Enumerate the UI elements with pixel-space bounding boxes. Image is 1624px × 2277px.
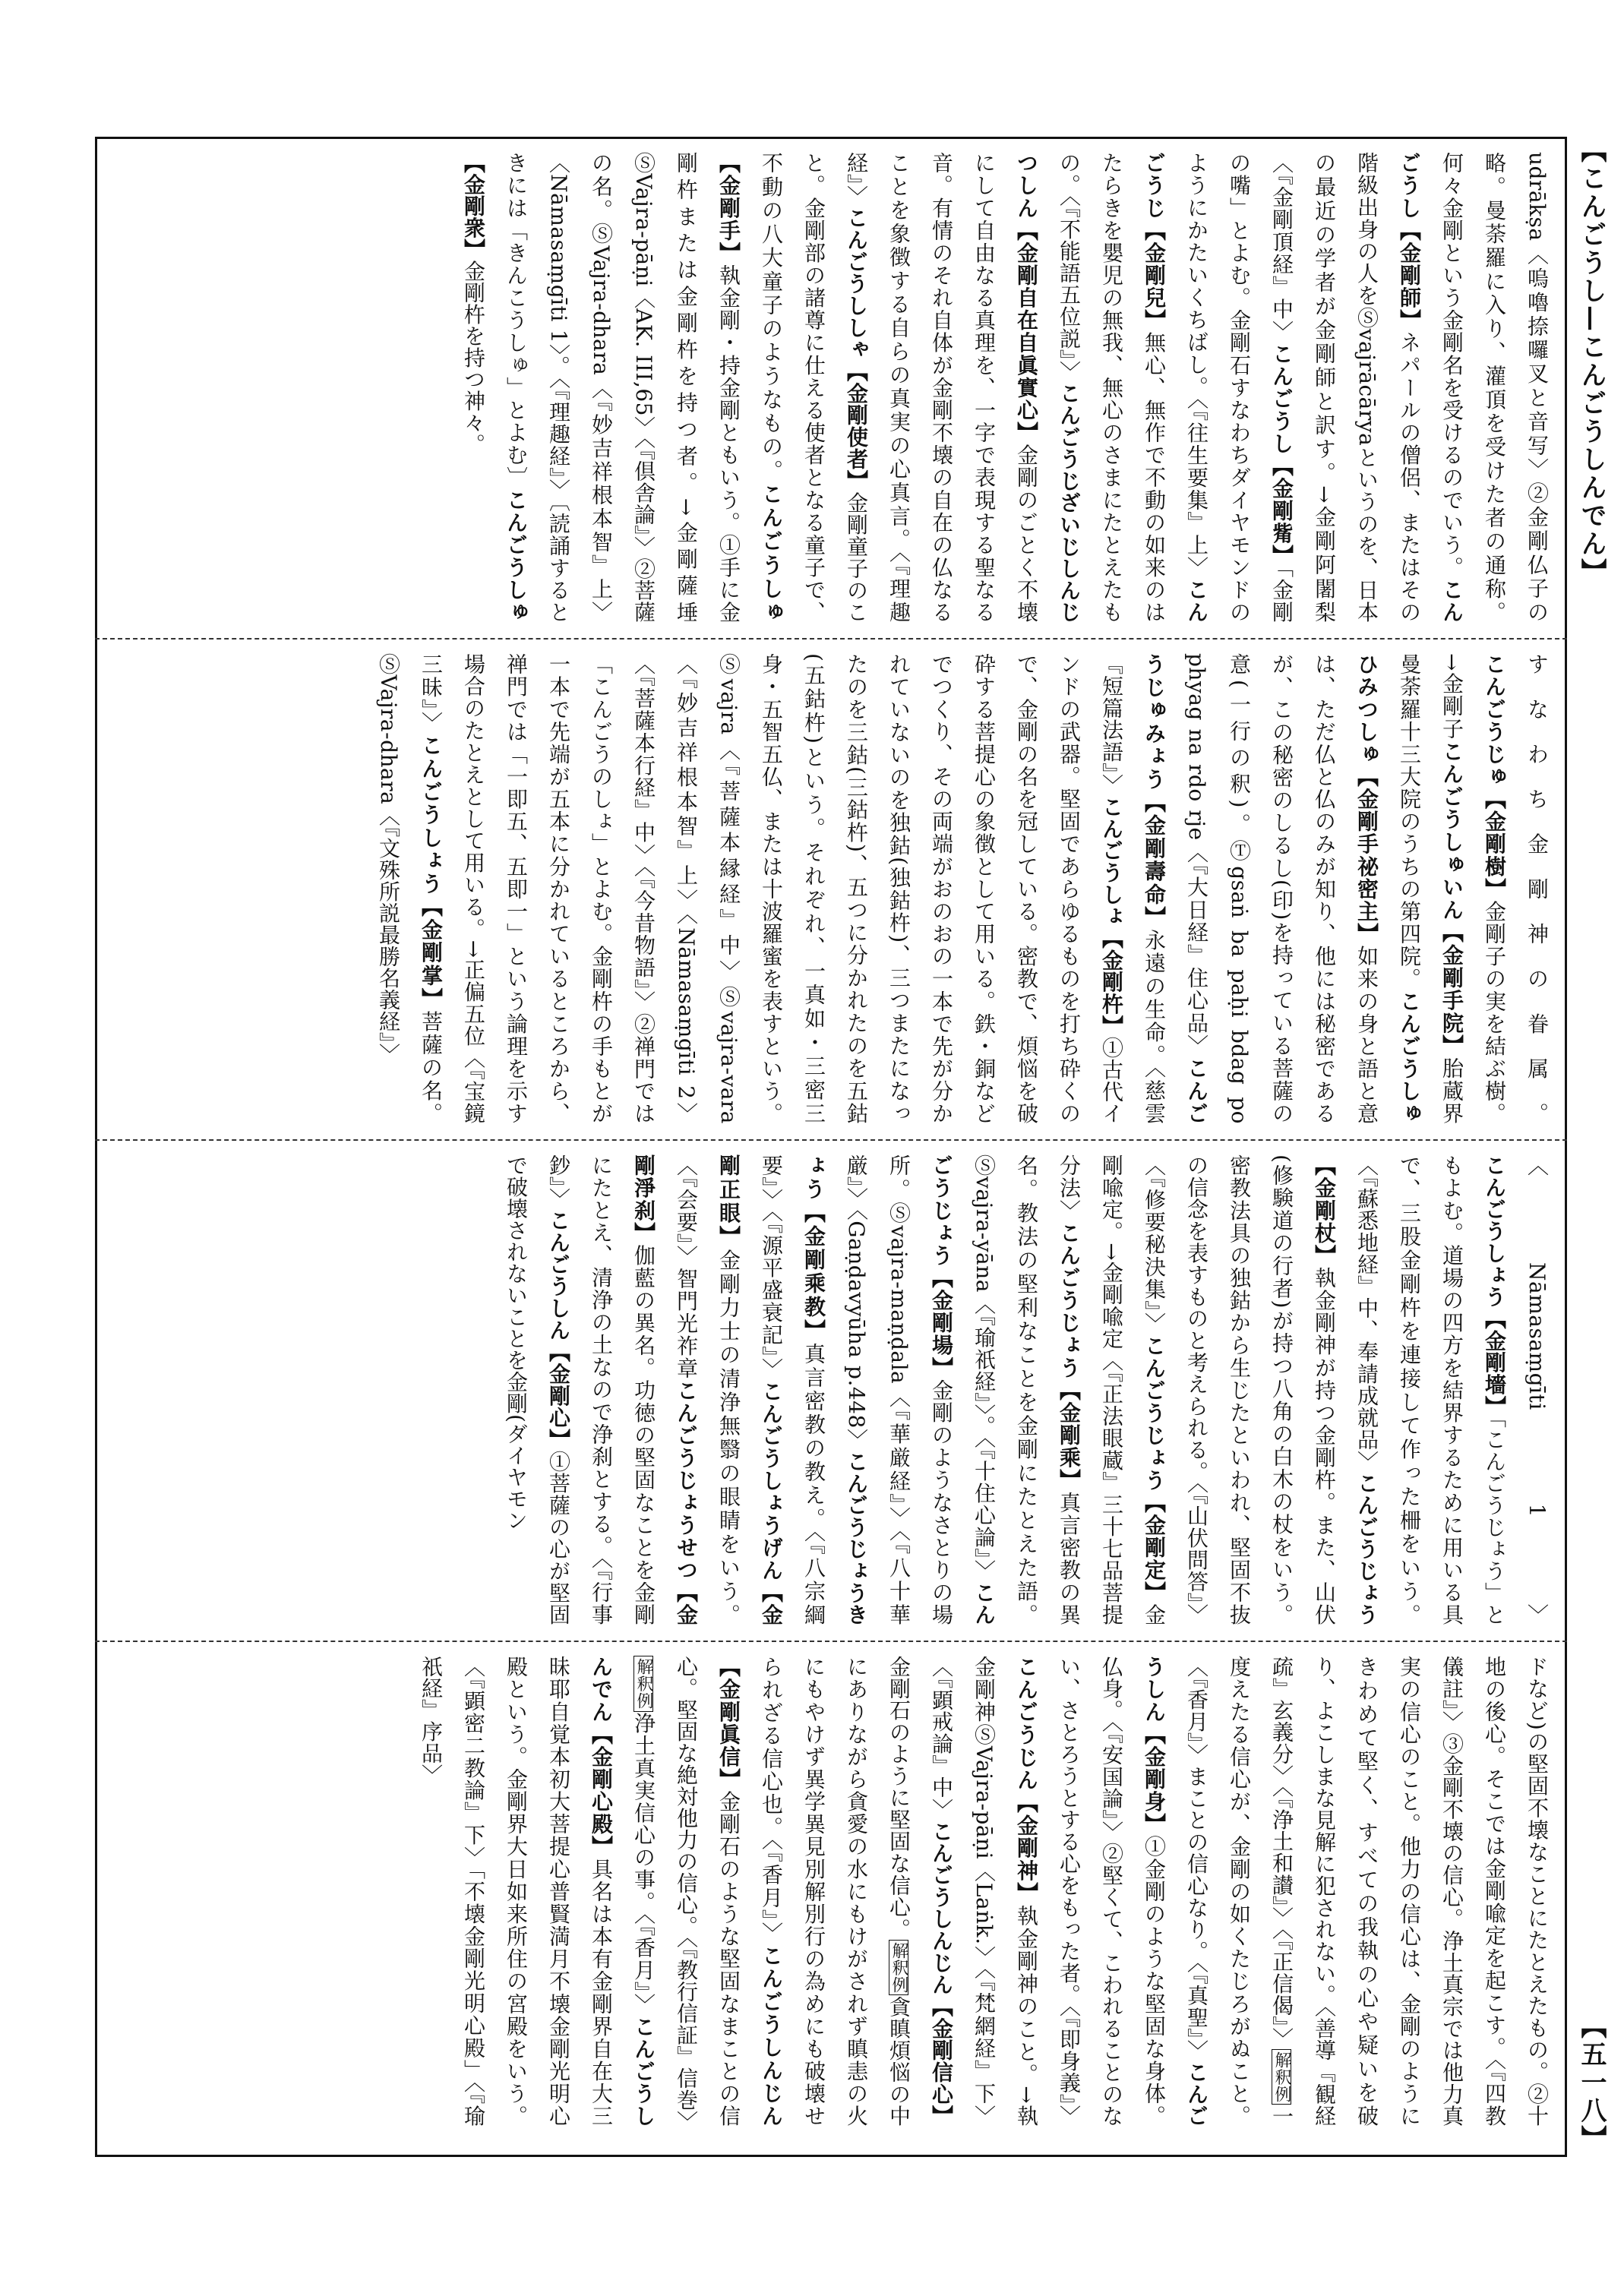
band-text <box>409 1656 1558 2133</box>
band-divider <box>95 1139 1567 1141</box>
entry-body: 執金剛・持金剛ともいう。①手に金剛杵または金剛杵を持つ者。→金剛薩埵 ⓈVajra-pāṇi〈AK. III,65〉〈『倶舎論』〉②菩薩の名。ⓈVajra-dhara〈『妙吉祥根本智』上〉〈Nāmasaṃgīti 1〉。〈『理趣経』〉〔読誦するときには「きんこうしゅ」とよむ〕 <box>504 152 741 624</box>
dictionary-entry <box>631 1656 656 2016</box>
entry-headword: こんごうじゅみょう【金剛壽命】 <box>1142 653 1209 1124</box>
entry-headword: こんごうじょうきょう【金剛乘教】 <box>801 1154 869 1626</box>
dictionary-entry <box>844 152 1082 623</box>
entry-body: udrākṣa〈嗚嚕捺囉叉と音写〉②金剛仏子の略。曼荼羅に入り、灌頂を受けた者の通称。何々金剛という金剛名を受けるのでいう。 <box>1439 152 1550 623</box>
entry-body: 金剛杵を持つ神々。 <box>461 260 486 455</box>
entry-headword: こんごうしんじん【金剛眞信】 <box>716 1656 784 2127</box>
dictionary-entry <box>419 653 1124 1124</box>
band-text <box>452 152 1558 623</box>
entry-body: 菩薩の名。ⓈVajra-dhara〈『文殊所説最勝名義経』〉 <box>376 653 444 1125</box>
interpretation-label: 解釈例 <box>1272 2049 1291 2105</box>
band-text <box>367 653 1558 1124</box>
entry-headword: こんごうし【金剛師】 <box>1397 152 1464 624</box>
running-header: 【こんごうし—こんごうしんでん】 <box>1576 137 1607 586</box>
interpretation-label: 解釈例 <box>889 1940 908 1996</box>
entry-headword: こんごうしん【金剛身】 <box>1142 1656 1209 2127</box>
dictionary-entry <box>1524 1154 1550 1625</box>
entry-body: 真言密教の異名。教法の堅利なことを金剛にたとえた語。Ⓢvajra-yāna〈『瑜祇経』〉。〈『十住心論』〉 <box>972 1154 1082 1626</box>
dictionary-entry <box>419 1656 656 2127</box>
dictionary-entry <box>1524 653 1550 1124</box>
text-band-1 <box>95 144 1567 630</box>
entry-body: 金剛石のような堅固なまことの信心。堅固な絶対他力の信心。〈『教行信証』信巻〉 <box>674 1656 741 2133</box>
dictionary-entry <box>1142 1154 1379 1625</box>
dictionary-entry <box>504 1154 571 1625</box>
entry-headword: こんごうじょうせつ【金剛淨刹】 <box>631 1154 699 1625</box>
dictionary-entry <box>972 1154 1082 1625</box>
entry-headword: こんごうじょう【金剛定】 <box>1142 1334 1167 1604</box>
entry-headword: こんごうし【金剛觜】 <box>1269 343 1294 567</box>
entry-headword: こんごうししゃ【金剛使者】 <box>844 207 869 492</box>
band-text <box>494 1154 1558 1625</box>
entry-body: ①菩薩の心が堅固で破壊されないことを金剛(ダイヤモン <box>504 1154 571 1626</box>
entry-headword: こんごうしょう【金剛墻】 <box>1482 1154 1507 1417</box>
text-band-4 <box>95 1648 1567 2149</box>
entry-body: 執金剛神が持つ金剛杵。また、山伏(修験道の行者)が持つ八角の白木の杖をいう。密教法具の独鈷から生じたといわれ、堅固不抜の信念を表すものと考えられる。〈『山伏問答』〉〈『修要秘決集』〉 <box>1142 1154 1337 1625</box>
entry-headword: こんごうしゅ【金剛衆】 <box>461 152 529 624</box>
entry-headword: こんごうしゅひみつしゅ【金剛手祕密主】 <box>1354 653 1422 1125</box>
entry-headword: こんごうじ【金剛兒】 <box>1142 152 1209 623</box>
entry-headword: こんごうじざいじしんじつしん【金剛自在自眞實心】 <box>1014 152 1082 624</box>
band-divider <box>95 638 1567 640</box>
entry-body: 「金剛の嘴」とよむ。金剛石すなわちダイヤモンドのようにかたいくちばし。〈『往生要集』上〉 <box>1184 152 1294 623</box>
entry-body: 伽藍の異名。功徳の堅固なことを金剛にたとえ、清浄の土なので浄刹とする。〈『行事鈔』〉 <box>546 1154 656 1626</box>
entry-headword: こんごうしょうげん【金剛正眼】 <box>716 1154 784 1626</box>
entry-body: ①古代インドの武器。堅固であらゆるものを打ち砕くので、金剛の名を冠している。密教で、煩悩を破砕する菩提心の象徴として用いる。鉄・銅などでつくり、その両端がおのおの一本で先が分かれていないのを独鈷(独鈷杵)、三つまたになったのを三鈷(三鈷杵)、五つに分かれたのを五鈷(五鈷杵)という。それぞれ、一真如・三密三身・五智五仏、または十波羅蜜を表すという。Ⓢvajra〈『菩薩本縁経』中〉Ⓢvajra-vara〈『妙吉祥根本智』上〉〈Nāmasaṃgīti 2〉〈『菩薩本行経』中〉〈『今昔物語』〉②禅門では「こんごうのしょ」とよむ。金剛杵の手もとが一本で先端が五本に分かれているところから、禅門では「一即五、五即一」という論理を示す場合のたとえとして用いる。→正偏五位〈『宝鏡三昧』〉 <box>419 653 1124 1125</box>
entry-body: 金剛喩定。→金剛喩定〈『正法眼蔵』三十七品菩提分法〉 <box>1057 1154 1167 1625</box>
entry-body: 真言密教の教え。〈『八宗綱要』〉〈『源平盛衰記』〉 <box>759 1154 826 1626</box>
entry-body: 〈Nāmasaṃgīti 1〉 <box>1524 1154 1550 1625</box>
text-band-2 <box>95 646 1567 1132</box>
entry-headword: こんごうじん【金剛神】 <box>1014 1656 1039 1905</box>
entry-headword: こんごうしん【金剛心】 <box>546 1209 571 1451</box>
entry-body: 無心、無作で不動の如来のはたらきを嬰児の無我、無心のさまにたとえたもの。〈『不能語五位説』〉 <box>1057 152 1167 624</box>
band-divider <box>95 1641 1567 1642</box>
entry-body: 金剛石のように堅固な信心。 <box>886 1656 912 1940</box>
dictionary-entry <box>1439 152 1550 623</box>
entry-headword: こんごうじょう【金剛場】 <box>929 1154 997 1626</box>
entry-body: 金剛のごとく不壊にして自由なる真理を、一字で表現する聖なる音。有情のそれ自体が金剛不壊の自在の仏なることを象徴する自らの真実の心真言。〈『理趣経』〉 <box>844 152 1039 624</box>
dictionary-entry <box>504 152 784 623</box>
entry-body: すなわち金剛神の眷属。 <box>1524 653 1550 1124</box>
entry-headword: こんごうしんでん【金剛心殿】 <box>589 1656 656 2127</box>
text-band-3 <box>95 1147 1567 1633</box>
dictionary-entry <box>1269 152 1464 623</box>
entry-body: ネパールの僧侶、またはその階級出身の人をⓈvajrācāryaというのを、日本の最近の学者が金剛師と訳す。→金剛阿闍梨〈『金剛頂経』中〉 <box>1269 152 1422 624</box>
interpretation-label: 解釈例 <box>633 1656 653 1712</box>
entry-headword: こんごうじょう【金剛杖】 <box>1312 1154 1379 1626</box>
dictionary-entry <box>1184 653 1422 1124</box>
entry-body: 如来の身と語と意は、ただ仏と仏のみが知り、他には秘密であるが、この秘密のしるし(印)を持っている菩薩の意(一行の釈)。Ⓣgsaṅ ba paḥi bdag po phyag na rdo rje〈『大日経』住心品〉 <box>1184 653 1379 1125</box>
entry-body: 金剛子の実を結ぶ樹。→金剛子 <box>1439 653 1507 1125</box>
entry-body: 金剛童子のこと。金剛部の諸尊に仕える使者となる童子で、不動の八大童子のようなもの。 <box>759 152 869 624</box>
entry-body: 金剛力士の清浄無翳の眼睛をいう。〈『会要』〉智門光祚章 <box>674 1154 741 1626</box>
entry-body: 浄土真実信心の事。〈『香月』〉 <box>631 1711 656 2016</box>
entry-headword: こんごうじゅ【金剛樹】 <box>1482 653 1507 901</box>
entry-headword: こんごうしょう【金剛掌】 <box>419 734 444 1011</box>
entry-body: 金剛のようなさとりの場所。Ⓢvajra-maṇḍala〈『華厳経』〉〈『八十華厳』〉〈Gaṇḍavyūha p.448〉 <box>844 1154 954 1626</box>
dictionary-entry <box>1269 1656 1550 2127</box>
entry-body: 一度えたる信心が、金剛の如くたじろがぬこと。〈『香月』〉まことの信心なり。〈『真聖』〉 <box>1184 1656 1294 2127</box>
entry-body: 具名は本有金剛界自在大三昧耶自覚本初大菩提心普賢満月不壊金剛光明心殿という。金剛界大日如来所住の宮殿をいう。〈『顕密二教論』下〉「不壊金剛光明心殿」〈『瑜祇経』序品〉 <box>419 1656 614 2127</box>
entry-body: 「こんごうじょう」ともよむ。道場の四方を結界するために用いる具で、三股金剛杵を連接して作った柵をいう。〈『蘇悉地経』中、奉請成就品〉 <box>1354 1154 1507 1626</box>
entry-body: 胎蔵界曼荼羅十三大院のうちの第四院。 <box>1397 653 1464 1125</box>
entry-body: ①金剛のような堅固な身体。仏身。〈『安国論』〉②堅くて、こわれることのない、さとろうとする心をもった者。〈『即身義』〉 <box>1057 1656 1167 2127</box>
entry-headword: こんごうしょ【金剛杵】 <box>1099 795 1124 1037</box>
entry-headword: こんごうしゅいん【金剛手院】 <box>1439 740 1464 1057</box>
entry-body: ドなど)の堅固不壊なことにたとえたもの。②十地の後心。そこでは金剛喩定を起こす。〈『四教儀註』〉③金剛不壊の信心。浄土真宗では他力真実の信心のこと。他力の信心は、金剛のようにきわめて堅く、すべての我執の心や疑いを破り、よこしまな見解に犯されない。〈善導『観経疏』玄義分〉〈『浄土和讃』〉〈『正信偈』〉 <box>1269 1656 1550 2127</box>
page-number: 【五一八】 <box>1576 2013 1607 2153</box>
entry-headword: こんごうしんじん【金剛信心】 <box>929 1820 954 2127</box>
entry-headword: こんごうじょう【金剛乘】 <box>1057 1221 1082 1492</box>
entry-headword: こんごうしゅ【金剛手】 <box>716 152 784 624</box>
entry-body: 貪瞋煩悩の中にありながら貪愛の水にもけがされず瞋恚の火にもやけず異学異見別解別行の為めにも破壊せられざる信心也。〈『香月』〉 <box>759 1656 912 2127</box>
entry-body: 永遠の生命。〈慈雲『短篇法語』〉 <box>1099 653 1167 1125</box>
entry-body: 執金剛神のこと。→執金剛神ⓈVajra-pāṇi〈Laṅk.〉〈『梵網経』下〉〈『顕戒論』中〉 <box>929 1656 1039 2127</box>
